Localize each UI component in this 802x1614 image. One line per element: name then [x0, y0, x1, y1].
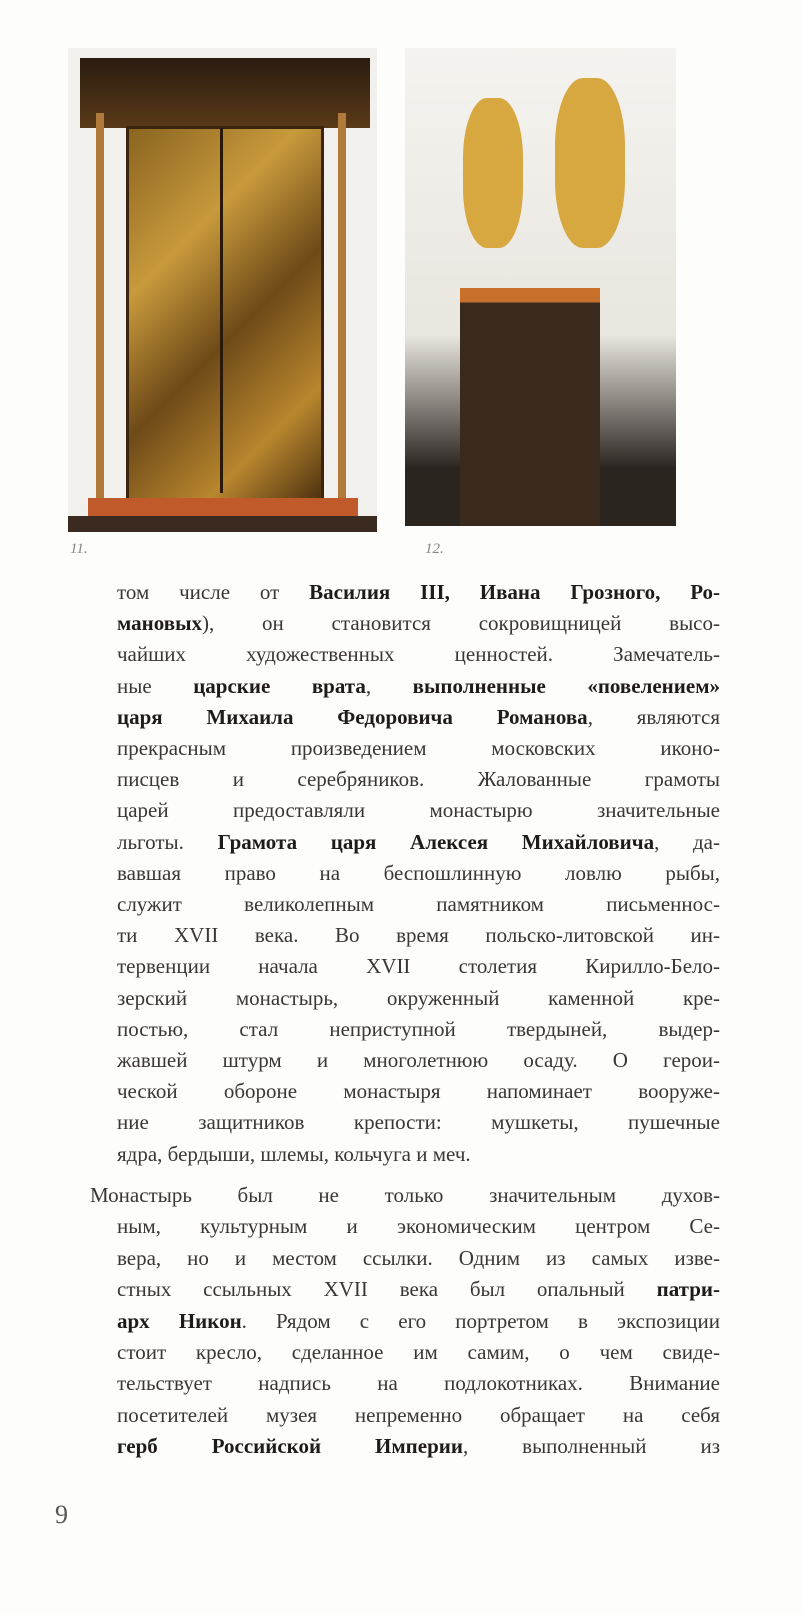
bold-phrase: Василия III, Ивана Грозного, Ро- — [309, 580, 720, 604]
figure-caption-11: 11. — [70, 541, 88, 557]
bold-phrase: выполненные «повелением» — [412, 674, 720, 698]
text-segment: жавшей штурм и многолетнюю осаду. О герои- — [117, 1048, 720, 1072]
text-segment: Монастырь был не только значительным духов- — [90, 1183, 720, 1207]
text-segment: стных ссыльных XVII века был опальный — [117, 1277, 657, 1301]
figure-caption-12: 12. — [425, 541, 444, 557]
text-line — [117, 1338, 720, 1366]
text-segment: ческой обороне монастыря напоминает вооруже- — [117, 1079, 720, 1103]
text-line — [117, 984, 720, 1012]
text-line — [117, 1015, 720, 1043]
text-segment: вера, но и местом ссылки. Одним из самых изве- — [117, 1246, 720, 1270]
text-segment: , являются — [587, 705, 720, 729]
text-segment: служит великолепным памятником письменнос- — [117, 892, 720, 916]
text-line — [117, 1108, 720, 1136]
text-line — [117, 796, 720, 824]
text-line — [117, 1275, 720, 1303]
text-line — [117, 734, 720, 762]
text-segment: ным, культурным и экономическим центром Се- — [117, 1214, 720, 1238]
text-segment: прекрасным произведением московских иконо- — [117, 736, 720, 760]
text-segment: царей предоставляли монастырю значительные — [117, 798, 720, 822]
bold-phrase: патри- — [656, 1277, 720, 1301]
bold-phrase: Грамота царя Алексея Михайловича — [217, 830, 655, 854]
text-line — [117, 859, 720, 887]
page-number: 9 — [55, 1500, 68, 1529]
text-segment: ти XVII века. Во время польско-литовской ин- — [117, 923, 720, 947]
text-line — [117, 828, 720, 856]
bold-phrase: царя Михаила Федоровича Романова — [117, 705, 588, 729]
text-segment: ные — [117, 674, 194, 698]
bold-phrase: герб Российской Империи — [117, 1434, 463, 1458]
text-line — [117, 1077, 720, 1105]
text-segment: , да- — [654, 830, 720, 854]
text-line — [117, 672, 720, 700]
text-line — [117, 1140, 720, 1168]
text-line — [117, 1307, 720, 1335]
photo-exhibition-banners — [405, 48, 676, 526]
text-line — [117, 703, 720, 731]
text-line — [117, 1401, 720, 1429]
text-segment: вавшая право на беспошлинную ловлю рыбы, — [117, 861, 720, 885]
text-segment: льготы. — [117, 830, 218, 854]
text-line — [117, 640, 720, 668]
text-segment: писцев и серебряников. Жалованные грамоты — [117, 767, 720, 791]
text-line — [117, 765, 720, 793]
text-segment: , — [365, 674, 413, 698]
text-line — [117, 1432, 720, 1460]
photo-royal-doors — [68, 48, 377, 532]
text-segment: . Рядом с его портретом в экспозиции — [241, 1309, 720, 1333]
text-line — [117, 1369, 720, 1397]
bold-phrase: арх Никон — [117, 1309, 242, 1333]
text-segment: зерский монастырь, окруженный каменной кре- — [117, 986, 720, 1010]
text-segment: ние защитников крепости: мушкеты, пушечные — [117, 1110, 720, 1134]
text-segment: постью, стал неприступной твердыней, выдер- — [117, 1017, 720, 1041]
text-segment: ), он становится сокровищницей высо- — [201, 611, 720, 635]
text-line — [117, 1244, 720, 1272]
text-segment: тельствует надпись на подлокотниках. Внимание — [117, 1371, 720, 1395]
bold-phrase: мановых — [117, 611, 202, 635]
text-line — [117, 952, 720, 980]
text-line — [117, 578, 720, 606]
text-line — [117, 1212, 720, 1240]
text-segment: чайших художественных ценностей. Замечатель- — [117, 642, 720, 666]
text-segment: посетителей музея непременно обращает на себя — [117, 1403, 720, 1427]
text-line — [117, 890, 720, 918]
text-line — [117, 609, 720, 637]
text-line — [117, 1046, 720, 1074]
text-line — [117, 921, 720, 949]
text-segment: тервенции начала XVII столетия Кирилло-Бело- — [117, 954, 720, 978]
text-line — [90, 1181, 720, 1209]
bold-phrase: царские врата — [193, 674, 366, 698]
text-segment: стоит кресло, сделанное им самим, о чем свиде- — [117, 1340, 720, 1364]
text-segment: ядра, бердыши, шлемы, кольчуга и меч. — [117, 1142, 471, 1166]
text-segment: том числе от — [117, 580, 310, 604]
text-segment: , выполненный из — [462, 1434, 720, 1458]
